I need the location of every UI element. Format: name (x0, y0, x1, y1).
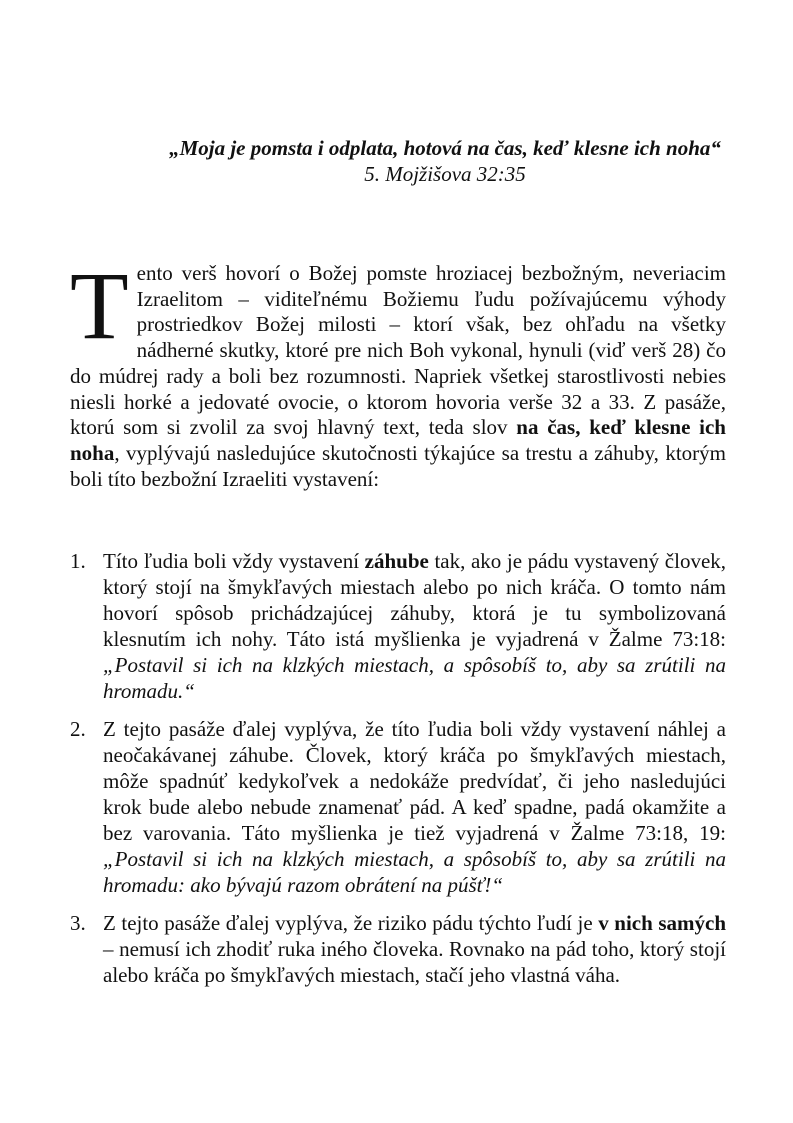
list-item-text: – nemusí ich zhodiť ruka iného človeka. Rovnako na pád toho, ktorý stojí alebo kráča po šmykľavých miestach, stačí jeho vlastná váha. (103, 937, 726, 987)
epigraph (160, 136, 730, 187)
epigraph-quote: „Moja je pomsta i odplata, hotová na čas, keď klesne ich noha“ (169, 136, 721, 160)
list-item-bold: záhube (364, 549, 429, 573)
list-item (70, 548, 726, 704)
intro-bold-phrase: na čas, keď klesne ich noha (70, 415, 726, 465)
list-item-number: 2. (70, 717, 86, 741)
list-item-text: Títo ľudia boli vždy vystavení (103, 549, 365, 573)
list-item-text: Z tejto pasáže ďalej vyplýva, že riziko pádu týchto ľudí je (103, 911, 599, 935)
drop-cap: T (70, 252, 129, 359)
list-item (70, 910, 726, 988)
list-item-number: 3. (70, 911, 86, 935)
list-item-number: 1. (70, 549, 86, 573)
list-item (70, 716, 726, 898)
intro-paragraph (70, 252, 726, 492)
intro-text-part2: , vyplývajú nasledujúce skutočnosti týkajúce sa trestu a záhuby, ktorým boli títo bezbožní Izraeliti vystavení: (70, 440, 726, 491)
list-item-quote: „Postavil si ich na klzkých miestach, a spôsobíš to, aby sa zrútili na hromadu.“ (103, 653, 726, 703)
intro-text-part1: ento verš hovorí o Božej pomste hroziacej bezbožným, neveriacim Izraelitom – viditeľnému Božiemu ľudu požívajúcemu výhody prostriedkov Božej milosti – ktorí však, bez ohľadu na všetky nádherné skutky, ktoré pre nich Boh vykonal, hynuli (viď verš 28) čo do múdrej rady a boli bez rozumnosti. Napriek všetkej starostlivosti nebies niesli horké a jedovaté ovocie, o ktorom hovoria verše 32 a 33. Z pasáže, ktorú som si zvolil za svoj hlavný text, teda slov (70, 261, 726, 440)
list-item-text: tak, ako je pádu vystavený človek, ktorý stojí na šmykľavých miestach alebo po nich kráča. O tomto nám hovorí spôsob prichádzajúcej záhuby, ktorá je tu symbolizovaná klesnutím ich nohy. Táto istá myšlienka je vyjadrená v Žalme 73:18: (103, 549, 727, 651)
list-item-text: Z tejto pasáže ďalej vyplýva, že títo ľudia boli vždy vystavení náhlej a neočakávanej záhube. Človek, ktorý kráča po šmykľavých miestach, môže spadnúť kedykoľvek a nedokáže predvídať, či jeho nasledujúci krok bude alebo nebude znamenať pád. A keď spadne, padá okamžite a bez varovania. Táto myšlienka je tiež vyjadrená v Žalme 73:18, 19: (103, 717, 726, 845)
list-item-bold: v nich samých (598, 911, 726, 935)
list-item-quote: „Postavil si ich na klzkých miestach, a spôsobíš to, aby sa zrútili na hromadu: ako bývajú razom obrátení na púšť!“ (103, 847, 726, 897)
numbered-list (70, 548, 726, 1000)
epigraph-reference: 5. Mojžišova 32:35 (364, 162, 526, 186)
